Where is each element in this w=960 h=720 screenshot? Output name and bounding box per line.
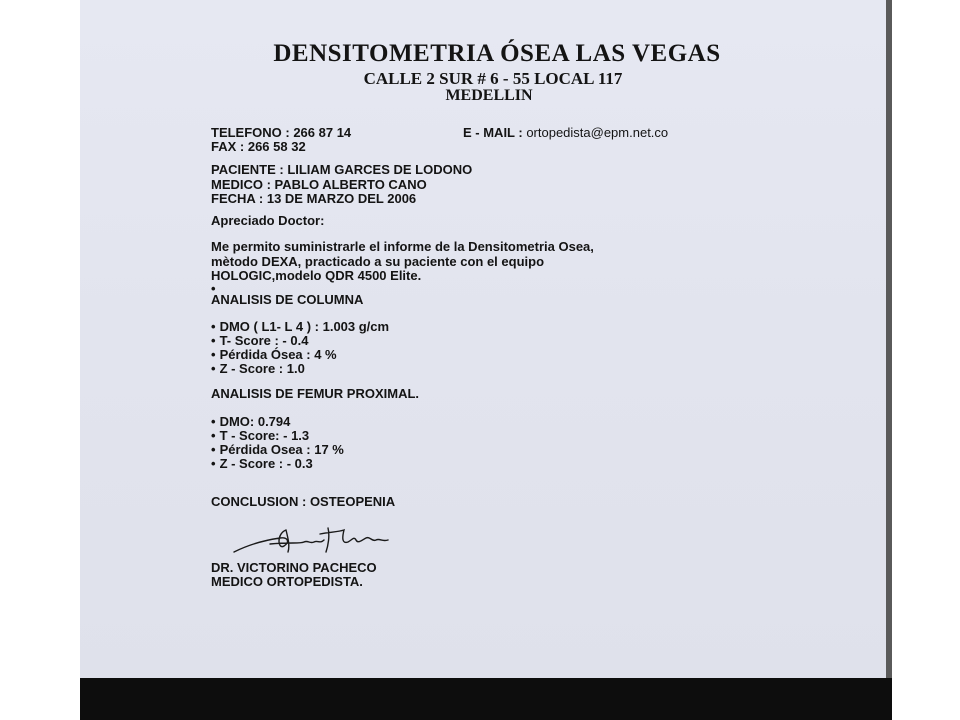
report-letter — [80, 0, 886, 678]
femur-title: ANALISIS DE FEMUR PROXIMAL. — [211, 386, 420, 401]
email-label: E - MAIL : — [463, 125, 527, 140]
conclusion: CONCLUSION : OSTEOPENIA — [211, 494, 396, 509]
medico-line: MEDICO : PABLO ALBERTO CANO — [211, 177, 427, 192]
signer-name: DR. VICTORINO PACHECO — [211, 560, 377, 575]
clinic-city: MEDELLIN — [445, 87, 533, 104]
email-value: ortopedista@epm.net.co — [526, 125, 669, 140]
handwritten-signature — [230, 522, 400, 562]
bullet-marker: • — [211, 281, 216, 296]
scanned-document-frame — [80, 0, 892, 720]
paper-sheet — [80, 0, 892, 678]
signer-title: MEDICO ORTOPEDISTA. — [211, 574, 363, 589]
greeting: Apreciado Doctor: — [211, 213, 325, 228]
columna-item: • Pérdida Ósea : 4 % — [211, 347, 337, 362]
body-line: Me permito suministrarle el informe de la Densitometria Osea, — [211, 239, 594, 254]
body-line: mètodo DEXA, practicado a su paciente con el equipo — [211, 254, 545, 269]
femur-item: • T - Score: - 1.3 — [211, 428, 309, 443]
columna-item: • DMO ( L1- L 4 ) : 1.003 g/cm — [211, 319, 389, 334]
telefono-line: TELEFONO : 266 87 14 — [211, 125, 352, 140]
fax-line: FAX : 266 58 32 — [211, 139, 306, 154]
clinic-address: CALLE 2 SUR # 6 - 55 LOCAL 117 — [363, 69, 623, 88]
columna-item: • T- Score : - 0.4 — [211, 333, 308, 348]
femur-item: • Z - Score : - 0.3 — [211, 456, 313, 471]
columna-title: ANALISIS DE COLUMNA — [211, 292, 364, 307]
columna-item: • Z - Score : 1.0 — [211, 361, 305, 376]
femur-item: • DMO: 0.794 — [211, 414, 290, 429]
email-line — [463, 125, 668, 140]
body-line: HOLOGIC,modelo QDR 4500 Elite. — [211, 268, 422, 283]
fecha-line: FECHA : 13 DE MARZO DEL 2006 — [211, 191, 417, 206]
clinic-name: DENSITOMETRIA ÓSEA LAS VEGAS — [273, 40, 721, 67]
femur-item: • Pérdida Osea : 17 % — [211, 442, 344, 457]
paciente-line: PACIENTE : LILIAM GARCES DE LODONO — [211, 162, 473, 177]
